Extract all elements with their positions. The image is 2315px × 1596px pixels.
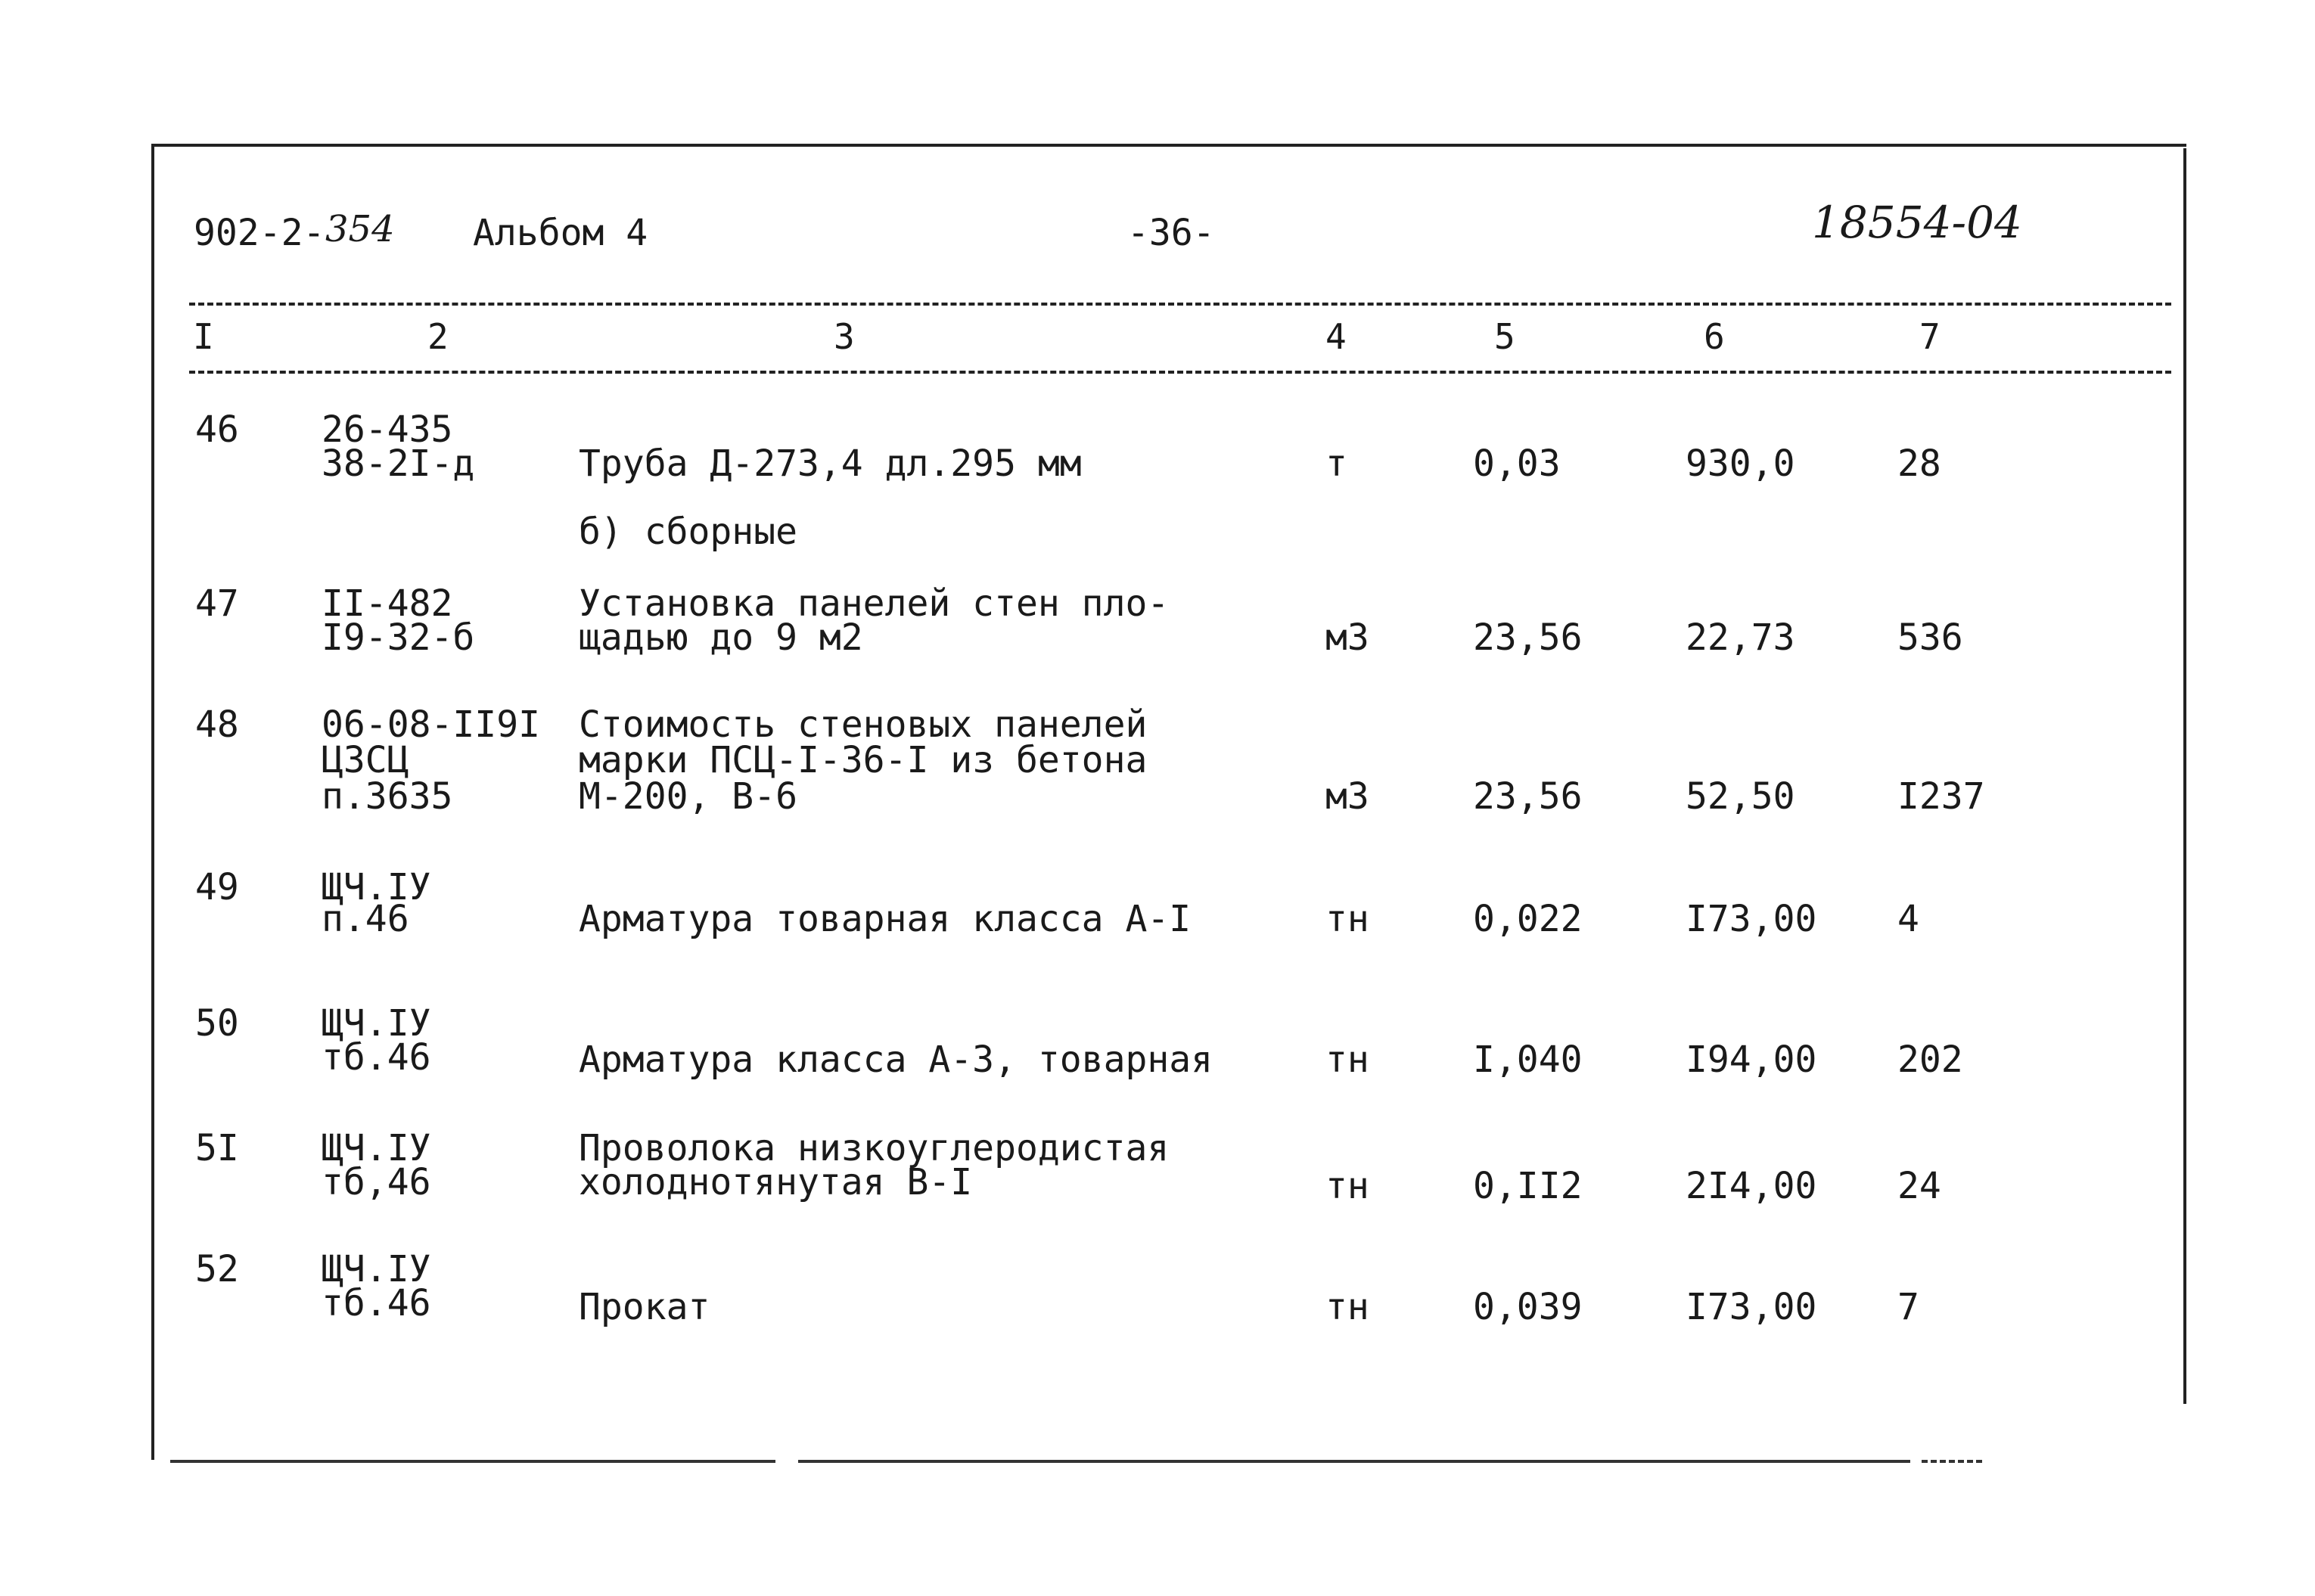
- row-code-line: ЩЧ.IУ: [322, 1127, 431, 1169]
- row-quantity: 0,039: [1473, 1286, 1583, 1328]
- row-number: 46: [195, 408, 239, 451]
- row-total: I237: [1897, 775, 1985, 818]
- column-header: 3: [834, 316, 855, 357]
- row-total: 28: [1897, 442, 1941, 485]
- row-unit: м3: [1325, 616, 1369, 659]
- row-code-line: 38-2I-д: [322, 442, 475, 485]
- row-code-line: ЩЧ.IУ: [322, 1248, 431, 1290]
- album-label: Альбом 4: [473, 212, 648, 254]
- row-quantity: 23,56: [1473, 616, 1583, 659]
- frame-top-line: [151, 144, 2186, 147]
- row-name-line: Проволока низкоуглеродистая: [579, 1127, 1170, 1169]
- column-header: 7: [1919, 316, 1941, 357]
- row-quantity: 0,03: [1473, 442, 1561, 485]
- column-header: I: [193, 316, 214, 357]
- doc-code-prefix: 902-2-: [194, 212, 325, 254]
- row-unit: м3: [1325, 775, 1369, 818]
- section-subheading: б) сборные: [579, 511, 797, 553]
- row-name-line: щадью до 9 м2: [579, 616, 863, 659]
- row-number: 49: [195, 866, 239, 908]
- row-code-line: ЩЧ.IУ: [322, 866, 431, 908]
- frame-right-line: [2183, 148, 2186, 1404]
- frame-bottom-line: [170, 1460, 775, 1463]
- row-price: 2I4,00: [1686, 1165, 1817, 1207]
- row-name-line: холоднотянутая В-I: [579, 1161, 973, 1203]
- row-name-line: М-200, В-6: [579, 775, 797, 818]
- row-code-line: п.46: [322, 898, 409, 940]
- column-header: 5: [1494, 316, 1515, 357]
- row-total: 4: [1897, 898, 1919, 940]
- row-name-line: Установка панелей стен пло-: [579, 582, 1170, 625]
- column-header: 2: [427, 316, 449, 357]
- row-price: 930,0: [1686, 442, 1795, 485]
- header-rule-top: [189, 303, 2171, 306]
- header-rule-bottom: [189, 371, 2171, 374]
- row-code-line: ЦЗСЦ: [322, 739, 409, 781]
- row-code-line: 06-08-II9I: [322, 703, 540, 746]
- column-header: 6: [1704, 316, 1725, 357]
- row-number: 48: [195, 703, 239, 746]
- row-code-line: тб,46: [322, 1161, 431, 1203]
- row-price: I73,00: [1686, 898, 1817, 940]
- doc-code-number: 354: [325, 208, 395, 250]
- row-name-line: Стоимость стеновых панелей: [579, 703, 1148, 746]
- row-number: 47: [195, 582, 239, 625]
- row-name-line: Прокат: [579, 1286, 710, 1328]
- page-number: -36-: [1127, 212, 1215, 254]
- frame-bottom-line: [1922, 1460, 1982, 1463]
- frame-bottom-line: [798, 1460, 1910, 1463]
- row-price: I73,00: [1686, 1286, 1817, 1328]
- column-header: 4: [1325, 316, 1347, 357]
- row-code-line: II-482: [322, 582, 453, 625]
- row-code-line: тб.46: [322, 1282, 431, 1324]
- row-number: 5I: [195, 1127, 239, 1169]
- row-number: 50: [195, 1002, 239, 1045]
- row-unit: тн: [1325, 1286, 1369, 1328]
- row-price: 22,73: [1686, 616, 1795, 659]
- row-price: I94,00: [1686, 1039, 1817, 1081]
- row-code-line: ЩЧ.IУ: [322, 1002, 431, 1045]
- row-code-line: 26-435: [322, 408, 453, 451]
- row-total: 24: [1897, 1165, 1941, 1207]
- row-name-line: Труба Д-273,4 дл.295 мм: [579, 442, 1082, 485]
- row-quantity: I,040: [1473, 1039, 1583, 1081]
- handwritten-stamp: 18554-04: [1812, 197, 2022, 248]
- row-code-line: I9-32-б: [322, 616, 475, 659]
- row-total: 7: [1897, 1286, 1919, 1328]
- row-unit: тн: [1325, 1165, 1369, 1207]
- row-price: 52,50: [1686, 775, 1795, 818]
- row-unit: тн: [1325, 898, 1369, 940]
- row-name-line: Арматура товарная класса А-I: [579, 898, 1192, 940]
- row-total: 202: [1897, 1039, 1963, 1081]
- frame-left-line: [151, 144, 154, 1460]
- row-number: 52: [195, 1248, 239, 1290]
- row-quantity: 0,II2: [1473, 1165, 1583, 1207]
- row-code-line: п.3635: [322, 775, 453, 818]
- row-unit: т: [1325, 442, 1347, 485]
- row-name-line: Арматура класса А-3, товарная: [579, 1039, 1213, 1081]
- row-quantity: 0,022: [1473, 898, 1583, 940]
- row-unit: тн: [1325, 1039, 1369, 1081]
- row-name-line: марки ПСЦ-I-36-I из бетона: [579, 739, 1148, 781]
- row-quantity: 23,56: [1473, 775, 1583, 818]
- row-code-line: тб.46: [322, 1036, 431, 1079]
- row-total: 536: [1897, 616, 1963, 659]
